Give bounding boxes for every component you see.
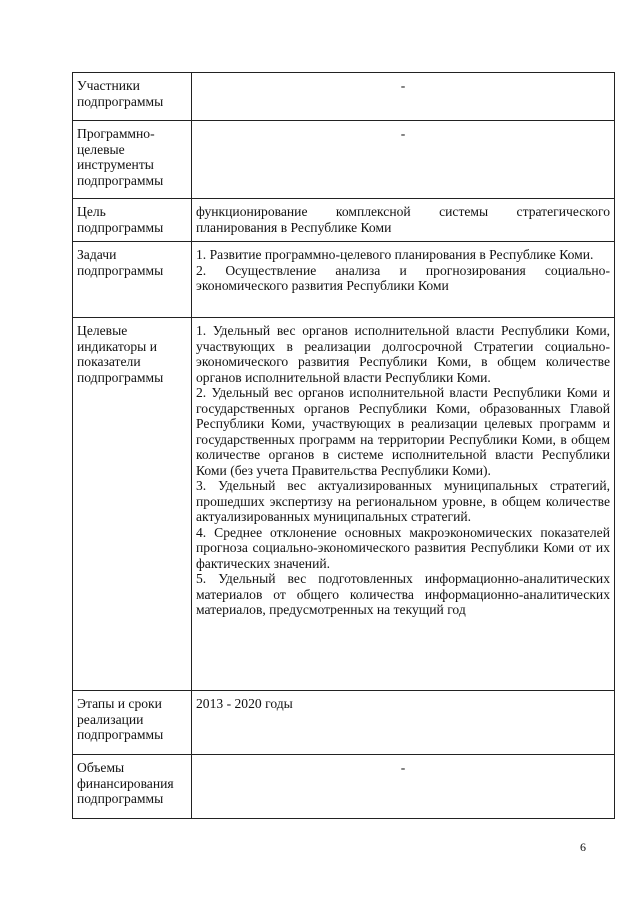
row-label: Целевые индикаторы и показатели подпрограммы (73, 318, 192, 691)
row-label: Этапы и сроки реализации подпрограммы (73, 691, 192, 755)
row-participants (73, 73, 615, 121)
row-label: Программно-целевые инструменты подпрограммы (73, 121, 192, 199)
row-label: Цель подпрограммы (73, 199, 192, 242)
row-funding (73, 755, 615, 819)
row-instruments (73, 121, 615, 199)
row-tasks (73, 242, 615, 318)
task-item: 1. Развитие программно-целевого планирования в Республике Коми. (196, 247, 594, 262)
indicator-item: 4. Среднее отклонение основных макроэкономических показателей прогноза социально-экономического развития Республики Коми от их фактических значений. (196, 524, 610, 571)
row-value: 2013 - 2020 годы (192, 691, 615, 755)
subprogram-passport-table (72, 72, 615, 819)
page-number: 6 (580, 840, 586, 854)
indicator-item: 2. Удельный вес органов исполнительной власти Республики Коми и государственных органов Республики Коми, образованных Главой Республики Коми, участвующих в реализации целевых программ и государственных программ на территории Республики Коми, в общем количестве органов в системе исполнительной власти Республики Коми (без учета Правительства Республики Коми). (196, 385, 610, 478)
row-value: - (192, 121, 615, 199)
row-indicators (73, 318, 615, 691)
indicator-item: 3. Удельный вес актуализированных муниципальных стратегий, прошедших экспертизу на региональном уровне, в общем количестве актуализированных муниципальных стратегий. (196, 478, 610, 524)
row-value (192, 318, 615, 691)
row-label: Объемы финансирования подпрограммы (73, 755, 192, 819)
row-value: - (192, 73, 615, 121)
row-label: Участники подпрограммы (73, 73, 192, 121)
row-value: функционирование комплексной системы стратегического планирования в Республике Коми (192, 199, 615, 242)
row-goal (73, 199, 615, 242)
indicator-item: 1. Удельный вес органов исполнительной власти Республики Коми, участвующих в реализации долгосрочной Стратегии социально-экономического развития Республики Коми, в общем количестве органов исполнительной власти Республики Коми. (196, 323, 610, 385)
row-value (192, 242, 615, 318)
row-stages (73, 691, 615, 755)
row-value: - (192, 755, 615, 819)
row-label: Задачи подпрограммы (73, 242, 192, 318)
task-item: 2. Осуществление анализа и прогнозирования социально-экономического развития Республики Коми (196, 262, 610, 293)
indicator-item: 5. Удельный вес подготовленных информационно-аналитических материалов от общего количества информационно-аналитических материалов, предусмотренных на текущий год (196, 571, 610, 617)
